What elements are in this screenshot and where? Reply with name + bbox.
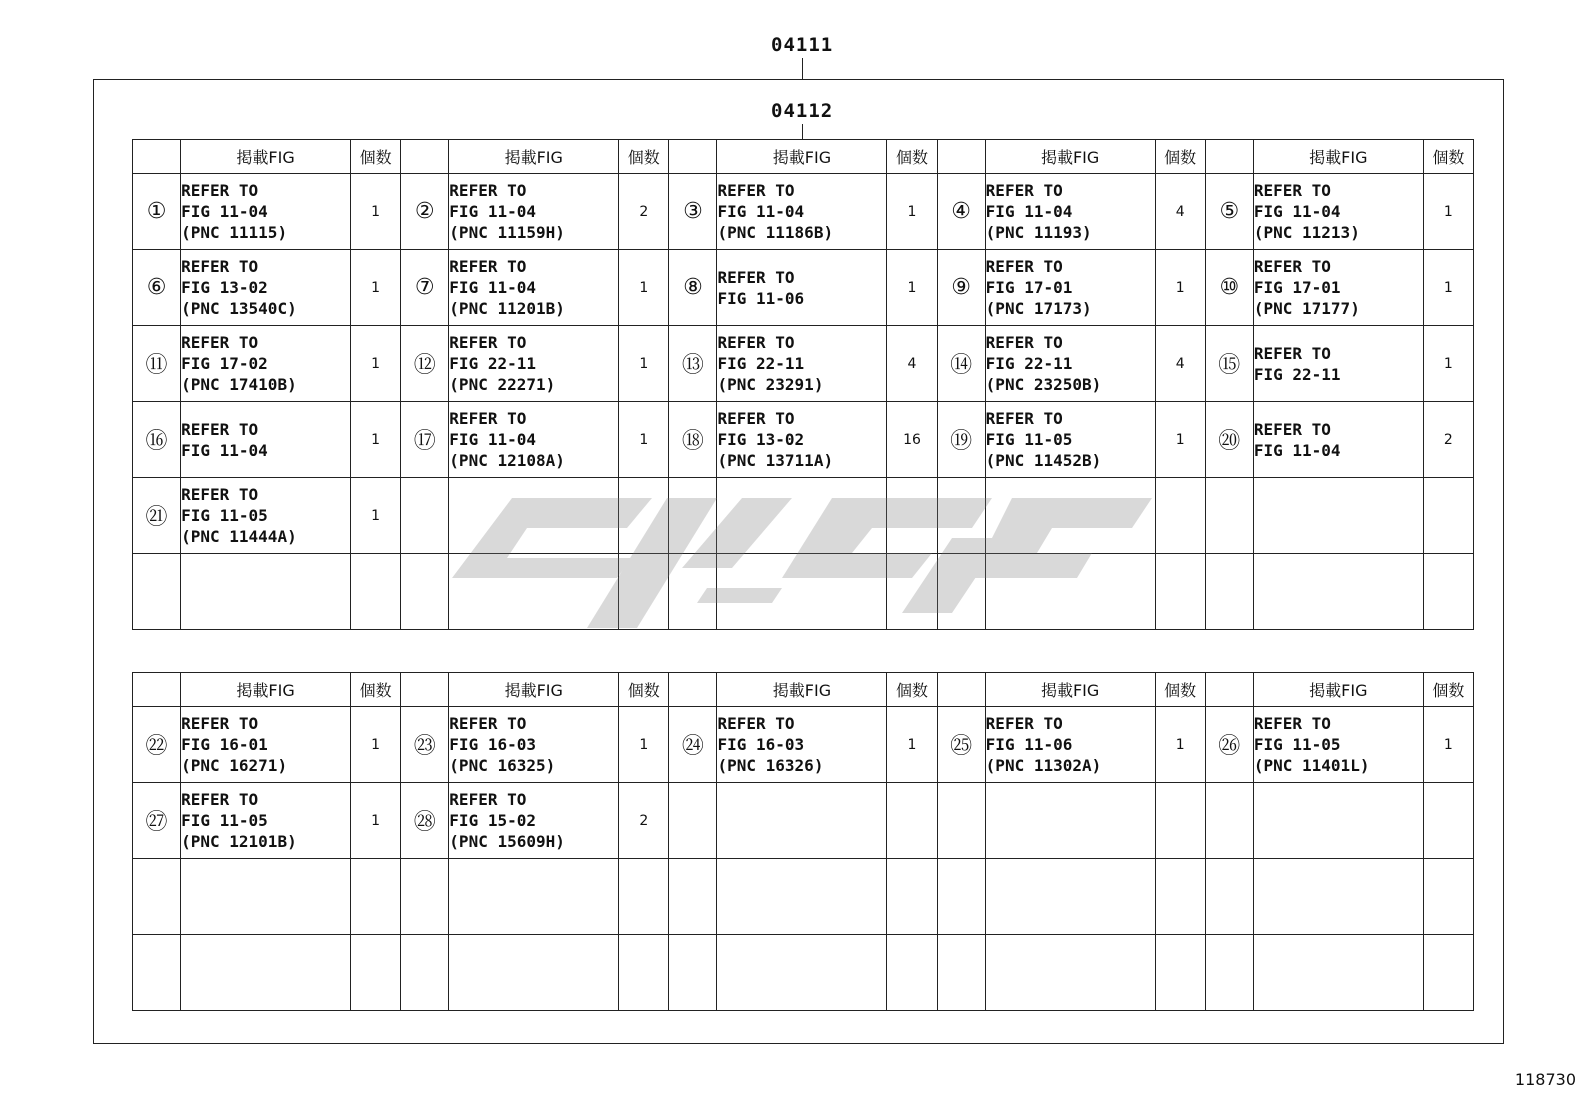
fig-reference-line: (PNC 16326) [717, 756, 824, 775]
fig-reference-line: (PNC 13711A) [717, 451, 834, 470]
quantity: 1 [1155, 250, 1205, 326]
quantity: 1 [351, 326, 401, 402]
item-number: ⑭ [937, 326, 985, 402]
fig-reference [181, 859, 351, 935]
fig-reference-line: (PNC 23250B) [985, 375, 1102, 394]
item-number [1205, 859, 1253, 935]
item-number [133, 935, 181, 1011]
item-number: ⑯ [133, 402, 181, 478]
quantity: 1 [1423, 326, 1473, 402]
quantity [1423, 478, 1473, 554]
item-number: ⑨ [937, 250, 985, 326]
header-fig: 掲載FIG [1253, 140, 1423, 174]
header-qty: 個数 [1155, 140, 1205, 174]
quantity [351, 859, 401, 935]
fig-reference [1253, 250, 1423, 326]
fig-reference-line: FIG 11-04 [1253, 202, 1341, 221]
item-number [401, 935, 449, 1011]
fig-reference-line: FIG 17-01 [985, 278, 1073, 297]
fig-reference [985, 859, 1155, 935]
header-fig: 掲載FIG [717, 673, 887, 707]
quantity [1155, 783, 1205, 859]
fig-reference-line: (PNC 16271) [181, 756, 288, 775]
fig-reference-line: REFER TO [985, 409, 1063, 428]
fig-reference-line: REFER TO [181, 485, 259, 504]
item-number: ㉖ [1205, 707, 1253, 783]
fig-reference [1253, 402, 1423, 478]
fig-reference-line: FIG 17-01 [1253, 278, 1341, 297]
fig-reference-line: FIG 11-04 [181, 440, 268, 460]
header-blank [1205, 673, 1253, 707]
fig-reference [449, 707, 619, 783]
fig-reference-line: REFER TO [181, 790, 259, 809]
fig-reference-line: FIG 17-02 [181, 354, 268, 373]
quantity: 2 [1423, 402, 1473, 478]
item-number: ⑩ [1205, 250, 1253, 326]
fig-reference [985, 326, 1155, 402]
quantity [619, 935, 669, 1011]
fig-reference [1253, 707, 1423, 783]
fig-reference [1253, 859, 1423, 935]
fig-reference [1253, 326, 1423, 402]
item-number [937, 935, 985, 1011]
fig-reference-line: REFER TO [985, 714, 1063, 733]
quantity: 16 [887, 402, 937, 478]
fig-reference-line: REFER TO [1253, 714, 1331, 733]
fig-reference [717, 174, 887, 250]
quantity [887, 935, 937, 1011]
header-fig: 掲載FIG [181, 140, 351, 174]
fig-reference-line: REFER TO [717, 333, 795, 352]
item-number: ㉘ [401, 783, 449, 859]
fig-reference-line: (PNC 11401L) [1253, 756, 1370, 775]
leader-line-04112 [802, 124, 803, 139]
fig-reference-line: (PNC 17410B) [181, 375, 297, 394]
header-blank [1205, 140, 1253, 174]
fig-reference-line: REFER TO [181, 419, 259, 439]
fig-reference [717, 326, 887, 402]
fig-reference [181, 250, 351, 326]
fig-reference-line: FIG 11-04 [985, 202, 1073, 221]
item-number [1205, 554, 1253, 630]
fig-reference [717, 707, 887, 783]
header-fig: 掲載FIG [717, 140, 887, 174]
fig-reference-line: (PNC 23291) [717, 375, 824, 394]
parts-table-2 [132, 672, 1474, 1011]
header-qty: 個数 [1155, 673, 1205, 707]
fig-reference-line: (PNC 12101B) [181, 832, 297, 851]
fig-reference [985, 707, 1155, 783]
fig-reference [449, 783, 619, 859]
fig-reference [181, 935, 351, 1011]
header-fig: 掲載FIG [985, 140, 1155, 174]
fig-reference [717, 402, 887, 478]
item-number [133, 554, 181, 630]
brand-logo-watermark-icon [452, 478, 1152, 638]
item-number [1205, 478, 1253, 554]
fig-reference-line: FIG 11-05 [985, 430, 1073, 449]
fig-reference [717, 859, 887, 935]
header-fig: 掲載FIG [181, 673, 351, 707]
fig-reference-line: (PNC 12108A) [449, 451, 565, 470]
fig-reference-line: (PNC 15609H) [449, 832, 565, 851]
quantity: 1 [887, 707, 937, 783]
item-number: ② [401, 174, 449, 250]
item-number: ④ [937, 174, 985, 250]
table-row [133, 402, 1474, 478]
quantity: 1 [1423, 250, 1473, 326]
fig-reference-line: REFER TO [449, 181, 527, 200]
leader-line-04111 [802, 58, 803, 79]
fig-reference-line: (PNC 11213) [1253, 223, 1360, 242]
fig-reference-line: (PNC 22271) [449, 375, 556, 394]
item-number: ⑪ [133, 326, 181, 402]
table-row [133, 707, 1474, 783]
item-number [669, 935, 717, 1011]
fig-reference [985, 783, 1155, 859]
fig-reference [449, 326, 619, 402]
quantity: 1 [619, 250, 669, 326]
fig-reference-line: FIG 11-04 [449, 430, 536, 449]
header-blank [669, 673, 717, 707]
fig-reference-line: (PNC 11452B) [985, 451, 1102, 470]
fig-reference-line: (PNC 11193) [985, 223, 1092, 242]
assembly-label-04111: 04111 [771, 34, 834, 56]
fig-reference-line: FIG 16-01 [181, 735, 268, 754]
header-fig: 掲載FIG [449, 140, 619, 174]
table-row [133, 250, 1474, 326]
fig-reference-line: FIG 11-05 [181, 506, 268, 525]
fig-reference [985, 935, 1155, 1011]
fig-reference-line: FIG 22-11 [449, 354, 536, 373]
quantity [1155, 554, 1205, 630]
fig-reference [1253, 783, 1423, 859]
header-qty: 個数 [1423, 673, 1473, 707]
quantity: 2 [619, 783, 669, 859]
fig-reference-line: REFER TO [449, 714, 527, 733]
quantity [887, 783, 937, 859]
fig-reference [181, 402, 351, 478]
fig-reference [717, 783, 887, 859]
quantity: 1 [351, 707, 401, 783]
quantity: 4 [887, 326, 937, 402]
item-number [669, 859, 717, 935]
fig-reference-line: REFER TO [449, 333, 527, 352]
header-qty: 個数 [887, 673, 937, 707]
fig-reference-line: REFER TO [717, 409, 795, 428]
quantity [1155, 859, 1205, 935]
fig-reference [181, 326, 351, 402]
item-number: ⑱ [669, 402, 717, 478]
table-row [133, 326, 1474, 402]
fig-reference-line: REFER TO [181, 714, 259, 733]
quantity: 1 [1423, 174, 1473, 250]
item-number: ③ [669, 174, 717, 250]
fig-reference-line: REFER TO [181, 257, 259, 276]
fig-reference-line: REFER TO [181, 181, 259, 200]
fig-reference [1253, 554, 1423, 630]
header-fig: 掲載FIG [1253, 673, 1423, 707]
quantity [351, 554, 401, 630]
fig-reference [181, 783, 351, 859]
header-blank [401, 673, 449, 707]
fig-reference-line: REFER TO [449, 409, 527, 428]
item-number: ⑫ [401, 326, 449, 402]
item-number: ⑰ [401, 402, 449, 478]
quantity: 1 [1423, 707, 1473, 783]
fig-reference-line: (PNC 11115) [181, 223, 288, 242]
item-number: ㉔ [669, 707, 717, 783]
fig-reference-line: REFER TO [449, 790, 527, 809]
fig-reference [1253, 478, 1423, 554]
fig-reference-line: (PNC 11159H) [449, 223, 565, 242]
fig-reference-line: (PNC 13540C) [181, 299, 297, 318]
quantity: 4 [1155, 326, 1205, 402]
fig-reference-line: REFER TO [985, 333, 1063, 352]
fig-reference [449, 859, 619, 935]
quantity [887, 859, 937, 935]
item-number: ⑤ [1205, 174, 1253, 250]
fig-reference-line: REFER TO [1253, 419, 1331, 439]
fig-reference-line: REFER TO [1253, 343, 1331, 363]
fig-reference [181, 478, 351, 554]
item-number: ㉒ [133, 707, 181, 783]
header-qty: 個数 [351, 140, 401, 174]
fig-reference-line: REFER TO [181, 333, 259, 352]
fig-reference-line: (PNC 11444A) [181, 527, 297, 546]
fig-reference [449, 935, 619, 1011]
fig-reference [1253, 935, 1423, 1011]
assembly-label-04112: 04112 [771, 100, 834, 122]
quantity: 1 [351, 250, 401, 326]
quantity [619, 859, 669, 935]
item-number [669, 783, 717, 859]
fig-reference-line: REFER TO [449, 257, 527, 276]
fig-reference-line: (PNC 17177) [1253, 299, 1360, 318]
quantity [351, 935, 401, 1011]
item-number: ㉑ [133, 478, 181, 554]
fig-reference-line: FIG 22-11 [985, 354, 1073, 373]
item-number [401, 859, 449, 935]
quantity: 1 [619, 326, 669, 402]
quantity: 1 [619, 707, 669, 783]
fig-reference-line: FIG 11-04 [449, 278, 536, 297]
fig-reference-line: REFER TO [717, 181, 795, 200]
item-number: ⑧ [669, 250, 717, 326]
quantity: 1 [1155, 402, 1205, 478]
fig-reference-line: REFER TO [1253, 257, 1331, 276]
fig-reference-line: FIG 16-03 [449, 735, 536, 754]
quantity [1423, 554, 1473, 630]
header-qty: 個数 [619, 673, 669, 707]
fig-reference-line: REFER TO [1253, 181, 1331, 200]
fig-reference [181, 174, 351, 250]
fig-reference [449, 402, 619, 478]
header-blank [669, 140, 717, 174]
header-qty: 個数 [619, 140, 669, 174]
quantity [1155, 478, 1205, 554]
fig-reference-line: (PNC 11201B) [449, 299, 565, 318]
fig-reference [985, 402, 1155, 478]
item-number: ⑬ [669, 326, 717, 402]
item-number: ⑦ [401, 250, 449, 326]
table-header-row [133, 140, 1474, 174]
image-id: 118730 [1514, 1070, 1576, 1089]
header-blank [401, 140, 449, 174]
quantity: 1 [887, 174, 937, 250]
quantity [1155, 935, 1205, 1011]
header-qty: 個数 [1423, 140, 1473, 174]
item-number [937, 783, 985, 859]
fig-reference [181, 707, 351, 783]
item-number: ⑮ [1205, 326, 1253, 402]
table-row [133, 174, 1474, 250]
fig-reference [1253, 174, 1423, 250]
fig-reference-line: REFER TO [985, 181, 1063, 200]
fig-reference-line: FIG 16-03 [717, 735, 805, 754]
fig-reference-line: FIG 15-02 [449, 811, 536, 830]
header-blank [937, 673, 985, 707]
header-fig: 掲載FIG [985, 673, 1155, 707]
item-number: ⑥ [133, 250, 181, 326]
fig-reference [985, 250, 1155, 326]
fig-reference-line: REFER TO [717, 714, 795, 733]
fig-reference-line: FIG 13-02 [181, 278, 268, 297]
fig-reference [449, 250, 619, 326]
header-blank [133, 140, 181, 174]
fig-reference [449, 174, 619, 250]
fig-reference-line: (PNC 11186B) [717, 223, 834, 242]
quantity: 1 [887, 250, 937, 326]
fig-reference-line: FIG 11-05 [1253, 735, 1341, 754]
fig-reference-line: REFER TO [717, 267, 795, 287]
fig-reference [717, 250, 887, 326]
item-number: ① [133, 174, 181, 250]
quantity: 1 [351, 402, 401, 478]
header-qty: 個数 [887, 140, 937, 174]
item-number [133, 859, 181, 935]
item-number: ㉕ [937, 707, 985, 783]
fig-reference-line: FIG 13-02 [717, 430, 805, 449]
quantity: 1 [351, 783, 401, 859]
fig-reference [985, 174, 1155, 250]
quantity [1423, 783, 1473, 859]
quantity: 1 [619, 402, 669, 478]
item-number [1205, 935, 1253, 1011]
header-fig: 掲載FIG [449, 673, 619, 707]
item-number: ⑳ [1205, 402, 1253, 478]
fig-reference-line: (PNC 11302A) [985, 756, 1102, 775]
quantity: 1 [351, 174, 401, 250]
item-number [401, 478, 449, 554]
fig-reference-line: FIG 22-11 [1253, 364, 1341, 384]
item-number: ㉗ [133, 783, 181, 859]
quantity: 2 [619, 174, 669, 250]
header-qty: 個数 [351, 673, 401, 707]
fig-reference-line: FIG 11-06 [985, 735, 1073, 754]
fig-reference-line: FIG 11-04 [1253, 440, 1341, 460]
fig-reference [181, 554, 351, 630]
item-number [937, 859, 985, 935]
quantity: 4 [1155, 174, 1205, 250]
quantity [1423, 935, 1473, 1011]
quantity [1423, 859, 1473, 935]
fig-reference-line: (PNC 17173) [985, 299, 1092, 318]
fig-reference-line: FIG 11-04 [181, 202, 268, 221]
table-row [133, 935, 1474, 1011]
table-row [133, 859, 1474, 935]
item-number [1205, 783, 1253, 859]
quantity: 1 [1155, 707, 1205, 783]
item-number [401, 554, 449, 630]
fig-reference-line: FIG 11-04 [717, 202, 805, 221]
fig-reference-line: REFER TO [985, 257, 1063, 276]
item-number: ㉓ [401, 707, 449, 783]
fig-reference-line: FIG 11-04 [449, 202, 536, 221]
fig-reference-line: FIG 11-06 [717, 288, 805, 308]
fig-reference [717, 935, 887, 1011]
item-number: ⑲ [937, 402, 985, 478]
table-header-row [133, 673, 1474, 707]
header-blank [133, 673, 181, 707]
fig-reference-line: (PNC 16325) [449, 756, 556, 775]
header-blank [937, 140, 985, 174]
fig-reference-line: FIG 11-05 [181, 811, 268, 830]
fig-reference-line: FIG 22-11 [717, 354, 805, 373]
quantity: 1 [351, 478, 401, 554]
table-row [133, 783, 1474, 859]
